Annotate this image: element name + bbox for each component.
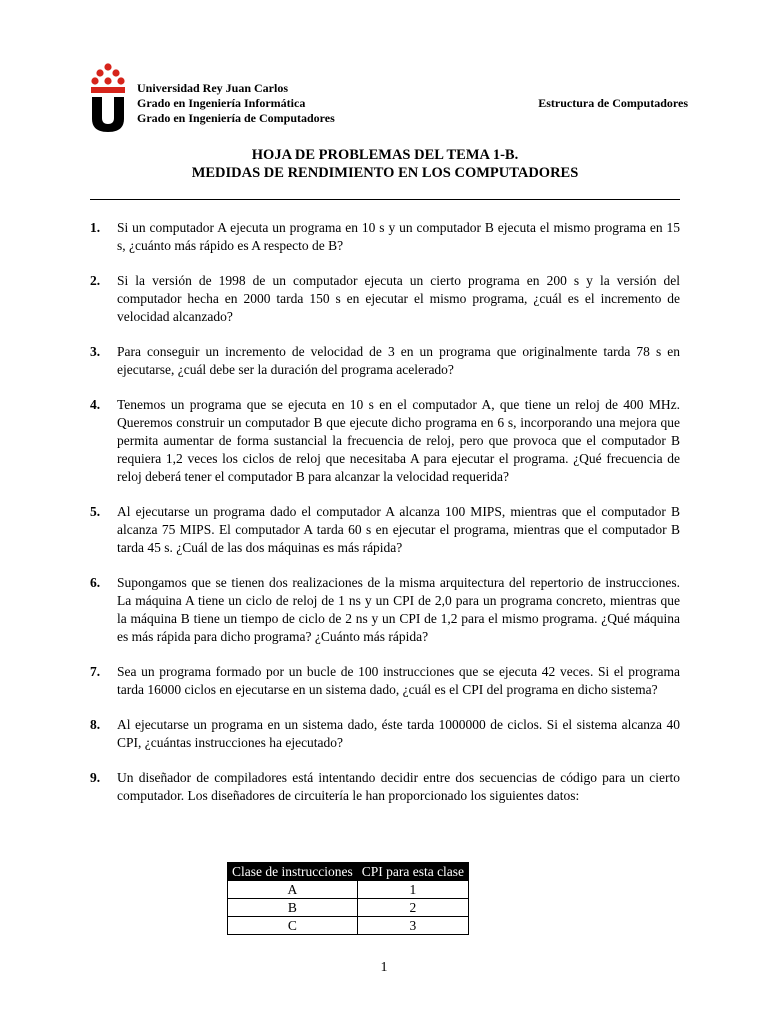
problem-item (90, 574, 680, 646)
document-title (90, 146, 680, 182)
problem-item (90, 343, 680, 379)
problem-item (90, 716, 680, 752)
table-cell: A (228, 881, 358, 899)
problem-item (90, 396, 680, 486)
problem-number: 4. (90, 397, 101, 412)
logo-dot-top (104, 63, 111, 70)
logo-dot (117, 77, 124, 84)
table-cell: C (228, 917, 358, 935)
problem-number: 2. (90, 273, 101, 288)
column-header: Clase de instrucciones (228, 863, 358, 881)
problem-text: Un diseñador de compiladores está intentando decidir entre dos secuencias de código para un cierto computador. Los diseñadores de circuitería le han proporcionado los siguientes datos: (117, 770, 680, 803)
table-row (228, 917, 469, 935)
title-line: MEDIDAS DE RENDIMIENTO EN LOS COMPUTADORES (191, 165, 579, 181)
column-header: CPI para esta clase (357, 863, 468, 881)
degree-line: Grado en Ingeniería Informática (137, 96, 306, 110)
problem-text: Sea un programa formado por un bucle de 100 instrucciones que se ejecuta 42 veces. Si el programa tarda 16000 ciclos en ejecutarse en un sistema dado, ¿cuál es el CPI del programa en dicho sistema? (117, 664, 680, 697)
problem-text: Para conseguir un incremento de velocidad de 3 en un programa que originalmente tarda 78 s en ejecutarse, ¿cuál debe ser la duración del programa acelerado? (117, 344, 680, 377)
problem-item (90, 272, 680, 326)
problem-number: 5. (90, 504, 101, 519)
problem-item (90, 503, 680, 557)
logo-dot (96, 69, 103, 76)
title-line: HOJA DE PROBLEMAS DEL TEMA 1-B. (251, 147, 519, 163)
university-logo (90, 62, 126, 132)
problem-number: 6. (90, 575, 101, 590)
problem-text: Supongamos que se tienen dos realizaciones de la misma arquitectura del repertorio de instrucciones. La máquina A tiene un ciclo de reloj de 1 ns y un CPI de 2,0 para un programa concreto, mientras que la máquina B tiene un tiempo de ciclo de 2 ns y un CPI de 1,2 para el mismo programa. ¿Qué máquina es más rápida para dicho programa? ¿Cuánto más rápida? (117, 575, 680, 644)
problem-number: 8. (90, 717, 101, 732)
table-header-row (228, 863, 469, 881)
logo-dot (91, 77, 98, 84)
problem-number: 9. (90, 770, 101, 785)
problem-number: 1. (90, 220, 101, 235)
institution-block (137, 81, 335, 126)
page-number: 1 (380, 960, 388, 975)
problem-text: Si un computador A ejecuta un programa en 10 s y un computador B ejecuta el mismo programa en 15 s, ¿cuánto más rápido es A respecto de B? (117, 220, 680, 253)
header (90, 62, 690, 132)
problem-text: Tenemos un programa que se ejecuta en 10 s en el computador A, que tiene un reloj de 400 MHz. Queremos construir un computador B que ejecute dicho programa en 6 s, incorporando una mejora que permita aumentar de forma sustancial la frecuencia de reloj, pero que provoca que el computador B requiera 1,2 veces los ciclos de reloj que necesitaba A para ejecutar el programa. ¿Qué frecuencia de reloj deberá tener el computador B para alcanzar la velocidad requerida? (117, 397, 680, 484)
problem-item (90, 663, 680, 699)
course-name: Estructura de Computadores (538, 96, 688, 110)
table-row (228, 881, 469, 899)
table-cell: 2 (357, 899, 468, 917)
problem-text: Si la versión de 1998 de un computador ejecuta un cierto programa en 200 s y la versión del computador hecha en 2000 tarda 150 s en ejecutar el mismo programa, ¿cuál es el incremento de velocidad alcanzado? (117, 273, 680, 324)
logo-letter-u (92, 97, 124, 132)
logo-dot (104, 77, 111, 84)
university-name: Universidad Rey Juan Carlos (137, 81, 289, 95)
problem-list (90, 219, 680, 822)
logo-bar (91, 87, 125, 93)
title-divider (90, 199, 680, 200)
problem-item (90, 769, 680, 805)
problem-number: 7. (90, 664, 101, 679)
logo-dot (112, 69, 119, 76)
cpi-table (227, 862, 469, 935)
degree-line: Grado en Ingeniería de Computadores (137, 111, 335, 125)
problem-item (90, 219, 680, 255)
table-cell: 1 (357, 881, 468, 899)
problem-text: Al ejecutarse un programa en un sistema dado, éste tarda 1000000 de ciclos. Si el sistema alcanza 40 CPI, ¿cuántas instrucciones ha ejecutado? (117, 717, 680, 750)
problem-text: Al ejecutarse un programa dado el computador A alcanza 100 MIPS, mientras que el computador B alcanza 75 MIPS. El computador A tarda 60 s en ejecutar el programa, mientras que el computador B tarda 45 s. ¿Cuál de las dos máquinas es más rápida? (117, 504, 680, 555)
problem-number: 3. (90, 344, 101, 359)
table-cell: B (228, 899, 358, 917)
table-row (228, 899, 469, 917)
table-cell: 3 (357, 917, 468, 935)
